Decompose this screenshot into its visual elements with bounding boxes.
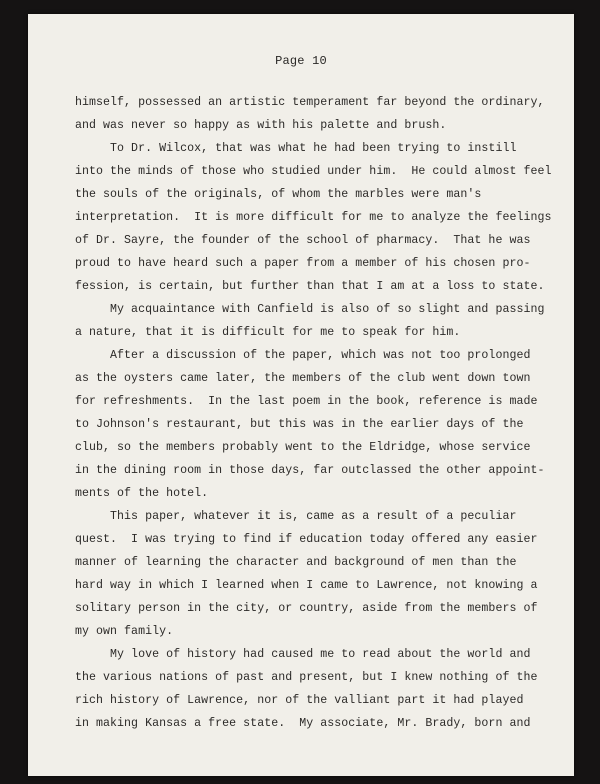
text-line: rich history of Lawrence, nor of the valliant part it had played <box>75 694 524 707</box>
text-line: himself, possessed an artistic temperament far beyond the ordinary, <box>75 96 545 109</box>
text-line: for refreshments. In the last poem in the book, reference is made <box>75 395 538 408</box>
text-line: To Dr. Wilcox, that was what he had been trying to instill <box>75 142 517 155</box>
text-line: in the dining room in those days, far outclassed the other appoint- <box>75 464 545 477</box>
text-line: My love of history had caused me to read about the world and <box>75 648 531 661</box>
text-line: a nature, that it is difficult for me to speak for him. <box>75 326 461 339</box>
text-line: hard way in which I learned when I came to Lawrence, not knowing a <box>75 579 538 592</box>
text-line: proud to have heard such a paper from a member of his chosen pro- <box>75 257 531 270</box>
text-line: solitary person in the city, or country, aside from the members of <box>75 602 538 615</box>
text-line: into the minds of those who studied under him. He could almost feel <box>75 165 552 178</box>
text-line: quest. I was trying to find if education today offered any easier <box>75 533 538 546</box>
text-line: club, so the members probably went to the Eldridge, whose service <box>75 441 531 454</box>
text-line: After a discussion of the paper, which was not too prolonged <box>75 349 531 362</box>
text-line: the souls of the originals, of whom the marbles were man's <box>75 188 482 201</box>
text-line: interpretation. It is more difficult for me to analyze the feelings <box>75 211 552 224</box>
text-line: as the oysters came later, the members of the club went down town <box>75 372 531 385</box>
text-line: in making Kansas a free state. My associate, Mr. Brady, born and <box>75 717 531 730</box>
text-line: and was never so happy as with his palette and brush. <box>75 119 447 132</box>
text-line: manner of learning the character and background of men than the <box>75 556 517 569</box>
text-line: My acquaintance with Canfield is also of so slight and passing <box>75 303 545 316</box>
text-line: ments of the hotel. <box>75 487 209 500</box>
document-page <box>28 14 574 776</box>
page-number-heading: Page 10 <box>275 54 327 68</box>
text-line: my own family. <box>75 625 174 638</box>
text-line: fession, is certain, but further than that I am at a loss to state. <box>75 280 545 293</box>
text-line: This paper, whatever it is, came as a result of a peculiar <box>75 510 517 523</box>
text-line: of Dr. Sayre, the founder of the school of pharmacy. That he was <box>75 234 531 247</box>
text-line: the various nations of past and present, but I knew nothing of the <box>75 671 538 684</box>
text-line: to Johnson's restaurant, but this was in the earlier days of the <box>75 418 524 431</box>
